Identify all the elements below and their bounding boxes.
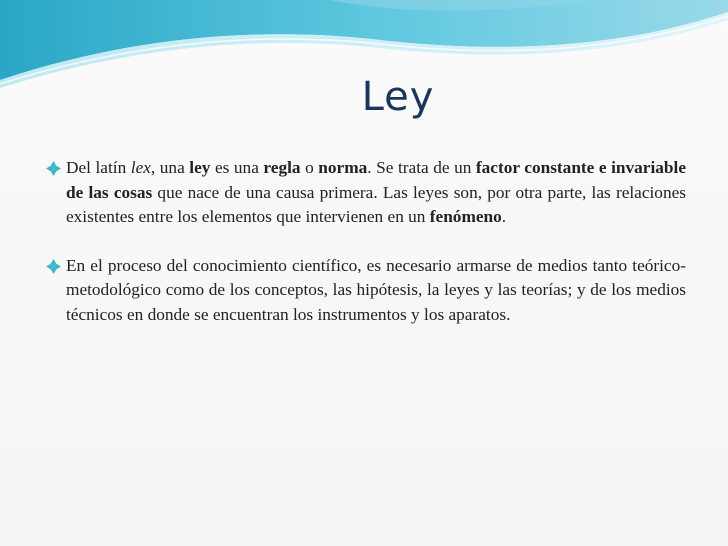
text-run: es una <box>210 158 264 177</box>
diamond-bullet-icon <box>46 161 61 176</box>
text-run-bold: factor constante e invariable de las cosas <box>66 158 687 202</box>
bullet-paragraph-2 <box>44 254 686 328</box>
text-run: Del latín <box>66 158 131 177</box>
text-run-bold: regla <box>263 158 301 177</box>
text-run: que nace de una causa primera. Las leyes son, por otra parte, las relaciones existentes entre los elementos que intervienen en un <box>66 182 686 226</box>
text-run: , una <box>150 158 190 177</box>
text-run: o <box>300 158 319 177</box>
text-run-bold: fenómeno <box>429 207 502 226</box>
diamond-bullet-icon <box>46 259 61 274</box>
text-run: . Se trata de un <box>367 158 476 177</box>
text-run-italic: lex <box>130 158 151 177</box>
bullet-paragraph-1 <box>44 156 686 230</box>
slide-title: Ley <box>361 74 435 120</box>
text-run: . <box>501 207 507 226</box>
text-run-bold: norma <box>318 158 368 177</box>
slide-content <box>44 156 686 351</box>
text-run-bold: ley <box>189 158 211 177</box>
paragraph-text: En el proceso del conocimiento científico, es necesario armarse de medios tanto teórico-metodológico como de los conceptos, las hipótesis, la leyes y las teorías; y de los medios técnicos en donde se encuentran los instrumentos y los aparatos. <box>66 255 686 324</box>
